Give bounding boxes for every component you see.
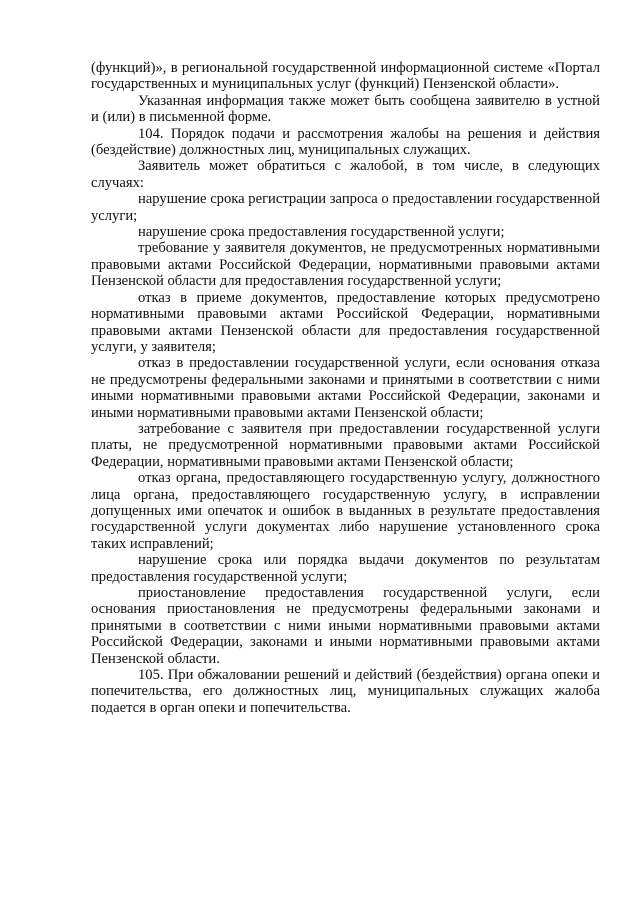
- paragraph-info-form: Указанная информация также может быть сообщена заявителю в устной и (или) в письменной форме.: [91, 92, 600, 126]
- paragraph-complaint-cases: Заявитель может обратиться с жалобой, в том числе, в следующих случаях:: [91, 158, 600, 191]
- list-item-service-refusal: отказ в предоставлении государственной услуги, если основания отказа не предусмотрены федеральными законами и принятыми в соответствии с ними иными нормативными правовыми актами Российской Федерации, законами и иными нормативными правовыми актами Пензенской области;: [91, 355, 600, 421]
- list-item-fee-demand: затребование с заявителя при предоставлении государственной услуги платы, не предусмотренной нормативными правовыми актами Российской Федерации, нормативными правовыми актами Пензенской области;: [91, 420, 600, 470]
- list-item-document-refusal: отказ в приеме документов, предоставление которых предусмотрено нормативными правовыми актами Российской Федерации, нормативными правовыми актами Пензенской области для предоставления государственной услуги, у заявителя;: [91, 289, 600, 355]
- list-item-correction-refusal: отказ органа, предоставляющего государственную услугу, должностного лица органа, предоставляющего государственную услугу, в исправлении допущенных ими опечаток и ошибок в выданных в результате предоставления государственной услуги документах либо нарушение установленного срока таких исправлений;: [91, 470, 600, 552]
- list-item-document-requirement: требование у заявителя документов, не предусмотренных нормативными правовыми актами Российской Федерации, нормативными правовыми актами Пензенской области для предоставления государственной услуги;: [91, 240, 600, 290]
- list-item-issuance-violation: нарушение срока или порядка выдачи документов по результатам предоставления государственной услуги;: [91, 552, 600, 585]
- paragraph-105: 105. При обжаловании решений и действий (бездействия) органа опеки и попечительства, его должностных лиц, муниципальных служащих жалоба подается в орган опеки и попечительства.: [91, 667, 600, 716]
- paragraph-continuation: (функций)», в региональной государственной информационной системе «Портал государственных и муниципальных услуг (функций) Пензенской области».: [91, 60, 600, 93]
- document-page: [91, 60, 600, 716]
- list-item-registration-deadline: нарушение срока регистрации запроса о предоставлении государственной услуги;: [91, 191, 600, 224]
- paragraph-104: 104. Порядок подачи и рассмотрения жалобы на решения и действия (бездействие) должностных лиц, муниципальных служащих.: [91, 125, 600, 159]
- list-item-suspension: приостановление предоставления государственной услуги, если основания приостановления не предусмотрены федеральными законами и принятыми в соответствии с ними иными нормативными правовыми актами Российской Федерации, законами и иными нормативными правовыми актами Пензенской области.: [91, 585, 600, 667]
- list-item-service-deadline: нарушение срока предоставления государственной услуги;: [138, 224, 505, 241]
